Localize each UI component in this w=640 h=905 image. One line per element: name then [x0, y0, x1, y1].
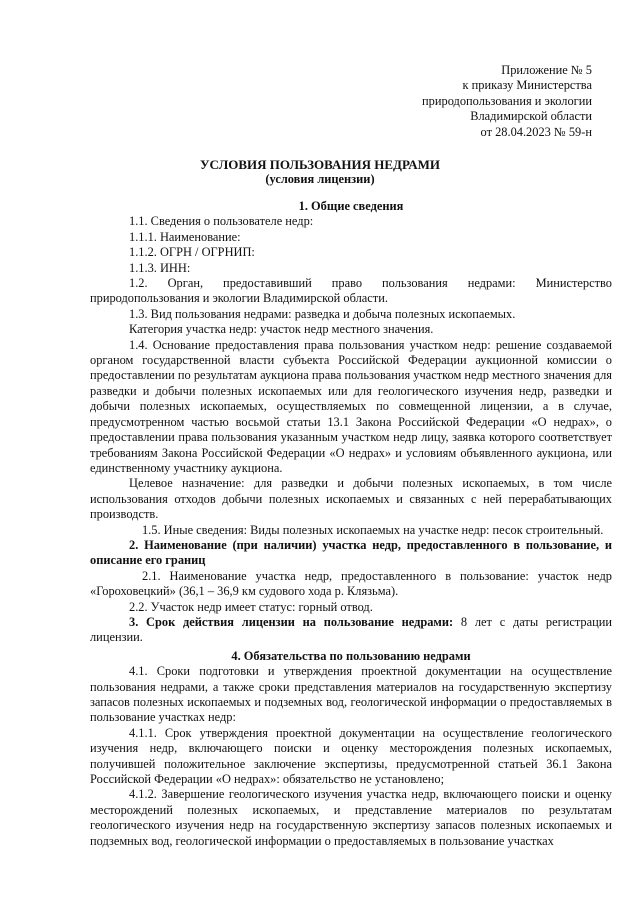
annex-line: от 28.04.2023 № 59-н — [480, 124, 592, 139]
paragraph-1-4: 1.4. Основание предоставления права пользования участком недр: решение создаваемой органом государственной власти субъекта Российской Федерации аукционной комиссии о предоставлении по результатам аукциона права пользования участком недр местного значения для разведки и добычи полезных ископаемых или для геологического изучения недр, разведки и добычи полезных ископаемых, осуществляемых по совмещенной лицензии, а в случае, предусмотренном частью восьмой статьи 13.1 Закона Российской Федерации «О недрах», о предоставлении права пользования указанным участком недр лицу, заявка которого соответствует требованиям Закона Российской Федерации «О недрах» и условиям объявленного аукциона, или единственному участнику аукциона. — [90, 337, 612, 475]
document-title: УСЛОВИЯ ПОЛЬЗОВАНИЯ НЕДРАМИ — [199, 157, 441, 172]
paragraph-1-5: 1.5. Иные сведения: Виды полезных ископаемых на участке недр: песок строительный. — [142, 522, 604, 537]
paragraph-4-1-1: 4.1.1. Срок утверждения проектной документации на осуществление геологического изучения недр, включающего поиски и оценку месторождения полезных ископаемых, получившей положительное заключение экспертизы, предусмотренной статьей 36.1 Закона Российской Федерации «О недрах»: обязательство не установлено; — [90, 725, 612, 787]
paragraph-1-1-2: 1.1.2. ОГРН / ОГРНИП: — [129, 245, 255, 260]
annex-block — [422, 63, 592, 140]
section-2-heading: 2. Наименование (при наличии) участка недр, предоставленного в пользование, и описание его границ — [90, 537, 612, 568]
section-3-heading: 3. Срок действия лицензии на пользование недрами: — [129, 614, 454, 629]
paragraph-1-3-category: Категория участка недр: участок недр местного значения. — [129, 322, 434, 337]
paragraph-4-1-2: 4.1.2. Завершение геологического изучения участка недр, включающего поиски и оценку месторождений полезных ископаемых, и представление материалов по результатам геологического изучения недр на государственную экспертизу запасов полезных ископаемых и подземных вод, геологической информации о предоставляемых в пользование участках — [90, 787, 612, 848]
paragraph-2-2: 2.2. Участок недр имеет статус: горный отвод. — [129, 599, 373, 614]
paragraph-1-4-purpose: Целевое назначение: для разведки и добычи полезных ископаемых, в том числе использования отходов добычи полезных ископаемых и связанных с ней перерабатывающих производств. — [90, 476, 612, 522]
document-body — [90, 199, 612, 849]
paragraph-1-1-1: 1.1.1. Наименование: — [129, 229, 241, 244]
annex-line: природопользования и экологии — [422, 93, 592, 108]
annex-line: Владимирской области — [470, 109, 592, 124]
paragraph-1-2: 1.2. Орган, предоставивший право пользования недрами: Министерство природопользования и экологии Владимирской области. — [90, 276, 612, 306]
section-3-value: 8 лет с даты регистрации лицензии. — [90, 614, 612, 645]
section-4-heading: 4. Обязательства по пользованию недрами — [231, 648, 471, 663]
annex-line: к приказу Министерства — [462, 78, 592, 93]
paragraph-1-1: 1.1. Сведения о пользователе недр: — [129, 214, 314, 229]
section-1-heading: 1. Общие сведения — [298, 199, 404, 213]
paragraph-4-1: 4.1. Сроки подготовки и утверждения проектной документации на осуществление пользования недрами, а также сроки представления материалов на государственную экспертизу запасов полезных ископаемых и подземных вод, геологической информации о предоставляемых в пользование участках недр: — [90, 664, 612, 725]
document-subtitle: (условия лицензии) — [265, 172, 375, 186]
section-3-paragraph — [90, 615, 612, 646]
paragraph-1-1-3: 1.1.3. ИНН: — [129, 260, 191, 275]
annex-line: Приложение № 5 — [501, 63, 592, 77]
paragraph-2-1: 2.1. Наименование участка недр, предоставленного в пользование: участок недр «Гороховецкий» (36,1 – 36,9 км судового хода р. Клязьма). — [90, 568, 612, 599]
paragraph-1-3: 1.3. Вид пользования недрами: разведка и добыча полезных ископаемых. — [129, 306, 516, 321]
